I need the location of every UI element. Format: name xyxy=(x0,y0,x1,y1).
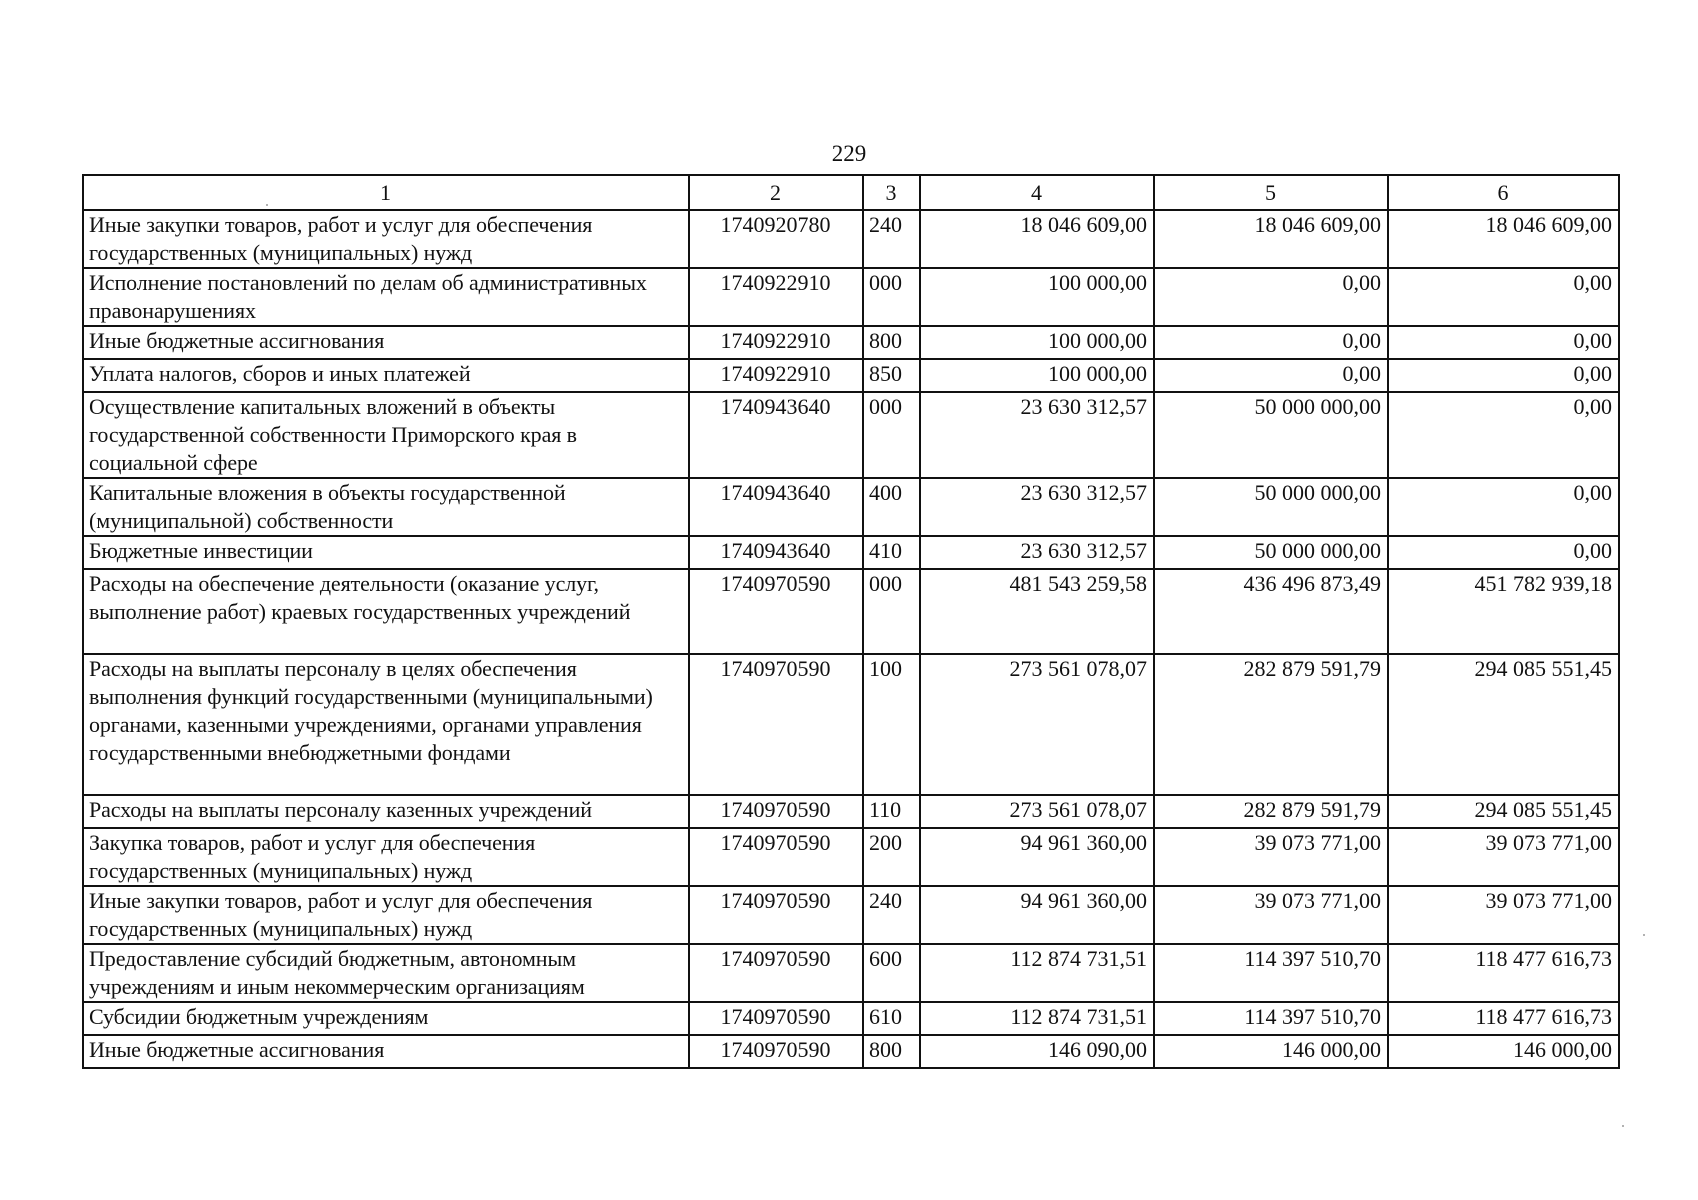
target-article-code: 1740970590 xyxy=(689,654,863,795)
table-row xyxy=(83,944,1619,1002)
amount-col-4: 23 630 312,57 xyxy=(920,536,1154,569)
expense-type-code: 600 xyxy=(863,944,920,1002)
column-header-3: 3 xyxy=(863,175,920,210)
target-article-code: 1740970590 xyxy=(689,886,863,944)
amount-col-5: 50 000 000,00 xyxy=(1154,478,1388,536)
amount-col-4: 100 000,00 xyxy=(920,359,1154,392)
amount-col-6: 0,00 xyxy=(1388,392,1619,478)
column-header-1: 1 xyxy=(83,175,689,210)
expense-name: Иные бюджетные ассигнования xyxy=(83,326,689,359)
table-row xyxy=(83,654,1619,795)
target-article-code: 1740970590 xyxy=(689,795,863,828)
amount-col-4: 94 961 360,00 xyxy=(920,828,1154,886)
expense-name: Иные закупки товаров, работ и услуг для обеспечения государственных (муниципальных) нужд xyxy=(83,886,689,944)
table-row xyxy=(83,569,1619,654)
column-header-2: 2 xyxy=(689,175,863,210)
expense-type-code: 610 xyxy=(863,1002,920,1035)
amount-col-5: 18 046 609,00 xyxy=(1154,210,1388,268)
amount-col-6: 0,00 xyxy=(1388,536,1619,569)
amount-col-4: 273 561 078,07 xyxy=(920,795,1154,828)
amount-col-4: 273 561 078,07 xyxy=(920,654,1154,795)
amount-col-5: 39 073 771,00 xyxy=(1154,828,1388,886)
table-header xyxy=(83,175,1619,210)
table-row xyxy=(83,326,1619,359)
expense-name: Уплата налогов, сборов и иных платежей xyxy=(83,359,689,392)
expense-type-code: 100 xyxy=(863,654,920,795)
target-article-code: 1740943640 xyxy=(689,478,863,536)
table-row xyxy=(83,536,1619,569)
table-row xyxy=(83,795,1619,828)
amount-col-5: 146 000,00 xyxy=(1154,1035,1388,1068)
target-article-code: 1740922910 xyxy=(689,359,863,392)
amount-col-4: 94 961 360,00 xyxy=(920,886,1154,944)
amount-col-4: 18 046 609,00 xyxy=(920,210,1154,268)
amount-col-5: 39 073 771,00 xyxy=(1154,886,1388,944)
expense-name: Расходы на обеспечение деятельности (оказание услуг, выполнение работ) краевых государственных учреждений xyxy=(83,569,689,654)
expense-type-code: 800 xyxy=(863,1035,920,1068)
expense-type-code: 400 xyxy=(863,478,920,536)
target-article-code: 1740970590 xyxy=(689,1035,863,1068)
expense-name: Иные бюджетные ассигнования xyxy=(83,1035,689,1068)
expense-type-code: 850 xyxy=(863,359,920,392)
expense-name: Предоставление субсидий бюджетным, автономным учреждениям и иным некоммерческим организациям xyxy=(83,944,689,1002)
target-article-code: 1740970590 xyxy=(689,828,863,886)
header-row xyxy=(83,175,1619,210)
table-row xyxy=(83,210,1619,268)
target-article-code: 1740970590 xyxy=(689,569,863,654)
amount-col-6: 39 073 771,00 xyxy=(1388,828,1619,886)
target-article-code: 1740922910 xyxy=(689,268,863,326)
scan-speck xyxy=(266,204,268,206)
amount-col-6: 294 085 551,45 xyxy=(1388,795,1619,828)
amount-col-6: 0,00 xyxy=(1388,326,1619,359)
expense-type-code: 410 xyxy=(863,536,920,569)
expense-type-code: 240 xyxy=(863,886,920,944)
expense-name: Исполнение постановлений по делам об административных правонарушениях xyxy=(83,268,689,326)
expense-name: Расходы на выплаты персоналу казенных учреждений xyxy=(83,795,689,828)
expense-name: Закупка товаров, работ и услуг для обеспечения государственных (муниципальных) нужд xyxy=(83,828,689,886)
expense-name: Бюджетные инвестиции xyxy=(83,536,689,569)
expense-name: Иные закупки товаров, работ и услуг для обеспечения государственных (муниципальных) нужд xyxy=(83,210,689,268)
amount-col-6: 18 046 609,00 xyxy=(1388,210,1619,268)
amount-col-6: 0,00 xyxy=(1388,359,1619,392)
scan-speck xyxy=(1643,934,1645,936)
target-article-code: 1740943640 xyxy=(689,392,863,478)
table-row xyxy=(83,1002,1619,1035)
expense-type-code: 110 xyxy=(863,795,920,828)
column-header-6: 6 xyxy=(1388,175,1619,210)
scan-speck xyxy=(1622,1125,1624,1127)
amount-col-5: 114 397 510,70 xyxy=(1154,1002,1388,1035)
expense-name: Расходы на выплаты персоналу в целях обеспечения выполнения функций государственными (муниципальными) органами, казенными учреждениями, органами управления государственными внебюджетными фондами xyxy=(83,654,689,795)
target-article-code: 1740970590 xyxy=(689,1002,863,1035)
amount-col-6: 118 477 616,73 xyxy=(1388,1002,1619,1035)
table-row xyxy=(83,359,1619,392)
table-row xyxy=(83,478,1619,536)
expense-type-code: 200 xyxy=(863,828,920,886)
amount-col-5: 436 496 873,49 xyxy=(1154,569,1388,654)
amount-col-4: 23 630 312,57 xyxy=(920,392,1154,478)
amount-col-6: 39 073 771,00 xyxy=(1388,886,1619,944)
amount-col-5: 0,00 xyxy=(1154,326,1388,359)
table-row xyxy=(83,828,1619,886)
amount-col-4: 146 090,00 xyxy=(920,1035,1154,1068)
amount-col-4: 100 000,00 xyxy=(920,268,1154,326)
amount-col-6: 146 000,00 xyxy=(1388,1035,1619,1068)
amount-col-6: 0,00 xyxy=(1388,268,1619,326)
budget-table xyxy=(82,174,1620,1069)
page-number: 229 xyxy=(831,141,867,166)
amount-col-4: 112 874 731,51 xyxy=(920,944,1154,1002)
column-header-4: 4 xyxy=(920,175,1154,210)
amount-col-6: 294 085 551,45 xyxy=(1388,654,1619,795)
amount-col-5: 50 000 000,00 xyxy=(1154,392,1388,478)
target-article-code: 1740920780 xyxy=(689,210,863,268)
amount-col-4: 23 630 312,57 xyxy=(920,478,1154,536)
amount-col-5: 282 879 591,79 xyxy=(1154,654,1388,795)
expense-name: Капитальные вложения в объекты государственной (муниципальной) собственности xyxy=(83,478,689,536)
expense-name: Осуществление капитальных вложений в объекты государственной собственности Приморского края в социальной сфере xyxy=(83,392,689,478)
table-body xyxy=(83,210,1619,1068)
amount-col-4: 112 874 731,51 xyxy=(920,1002,1154,1035)
amount-col-4: 100 000,00 xyxy=(920,326,1154,359)
table-row xyxy=(83,392,1619,478)
expense-name: Субсидии бюджетным учреждениям xyxy=(83,1002,689,1035)
amount-col-4: 481 543 259,58 xyxy=(920,569,1154,654)
amount-col-6: 451 782 939,18 xyxy=(1388,569,1619,654)
amount-col-5: 282 879 591,79 xyxy=(1154,795,1388,828)
amount-col-5: 0,00 xyxy=(1154,359,1388,392)
target-article-code: 1740970590 xyxy=(689,944,863,1002)
expense-type-code: 000 xyxy=(863,569,920,654)
expense-type-code: 240 xyxy=(863,210,920,268)
target-article-code: 1740922910 xyxy=(689,326,863,359)
target-article-code: 1740943640 xyxy=(689,536,863,569)
table-row xyxy=(83,886,1619,944)
column-header-5: 5 xyxy=(1154,175,1388,210)
expense-type-code: 000 xyxy=(863,392,920,478)
expense-type-code: 000 xyxy=(863,268,920,326)
amount-col-5: 114 397 510,70 xyxy=(1154,944,1388,1002)
amount-col-5: 0,00 xyxy=(1154,268,1388,326)
amount-col-6: 118 477 616,73 xyxy=(1388,944,1619,1002)
expense-type-code: 800 xyxy=(863,326,920,359)
amount-col-6: 0,00 xyxy=(1388,478,1619,536)
amount-col-5: 50 000 000,00 xyxy=(1154,536,1388,569)
table-row xyxy=(83,268,1619,326)
table-row xyxy=(83,1035,1619,1068)
